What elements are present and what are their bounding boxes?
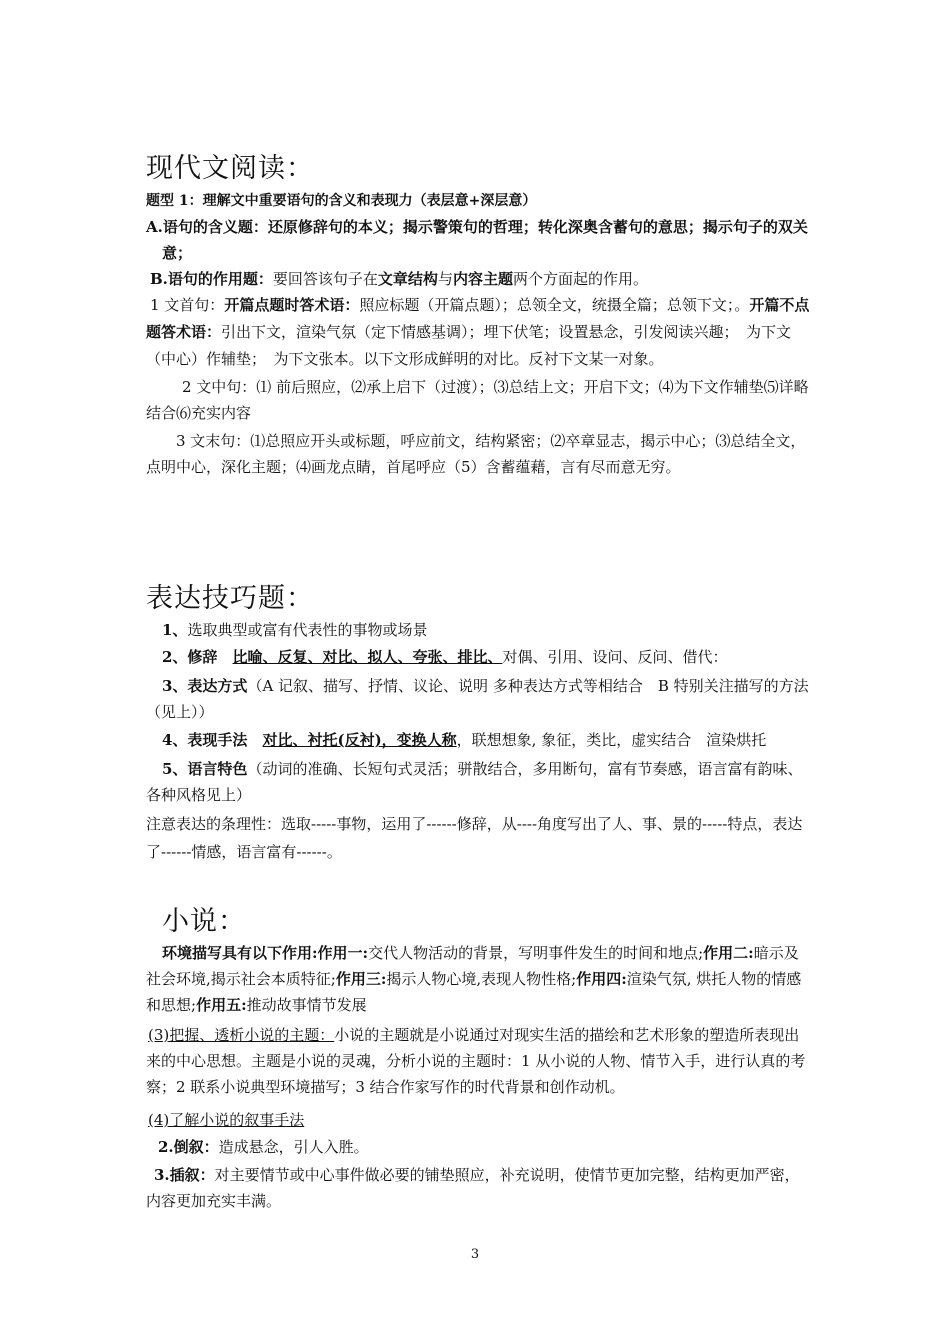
skill-item-5	[146, 756, 810, 808]
skill-item-3	[146, 673, 810, 725]
meaning-question-line: A.语句的含义题：还原修辞句的本义；揭示警策句的哲理；转化深奥含蓄句的意思；揭示句子的双关意；	[146, 218, 808, 262]
skill-item-2	[146, 644, 810, 670]
novel-theme-text: 小说的主题就是小说通过对现实生活的描绘和艺术形象的塑造所表现出来的中心思想。主题是小说的灵魂，分析小说的主题时：1 从小说的人物、情节入手，进行认真的考察；2 联系小说典型环境描写；3 结合作家写作的时代背景和创作动机。	[146, 1026, 806, 1096]
env-role-3-text: 揭示人物心境,表现人物性格;	[386, 970, 577, 988]
skill-item-4	[146, 727, 810, 753]
env-role-1-text: 交代人物活动的背景，写明事件发生的时间和地点;	[368, 944, 704, 962]
page-number: 3	[470, 1247, 480, 1262]
env-role-5-text: 推动故事情节发展	[246, 996, 367, 1014]
flashback-label: 2.倒叙：	[158, 1138, 219, 1156]
function-bold-theme: 内容主题	[452, 270, 513, 288]
opening-no-title-text: 引出下文，渲染气氛（定下情感基调）；埋下伏笔；设置悬念，引发阅读兴趣； 为下文（中心）作辅垫； 为下文张本。以下文形成鲜明的对比。反衬下文某一对象。	[146, 323, 792, 368]
flashback-text: 造成悬念，引人入胜。	[218, 1138, 369, 1156]
ending-sentence-paragraph: 3 文末句：⑴总照应开头或标题，呼应前文，结构紧密；⑵卒章显志，揭示中心；⑶总结全文，点明中心，深化主题；⑷画龙点睛，首尾呼应（5）含蓄蕴藉，言有尽而意无穷。	[146, 432, 806, 476]
question-type-1: 题型 1：理解文中重要语句的含义和表现力（表层意+深层意）	[146, 193, 537, 209]
skill-item-3-label: 3、表达方式	[162, 677, 248, 695]
function-question-label: B.语句的作用题：	[150, 270, 273, 288]
env-role-3-label: 作用三:	[335, 970, 387, 988]
skill-item-1-number: 1、	[162, 621, 188, 639]
novel-theme-heading: (3)把握、透析小说的主题：	[148, 1026, 335, 1044]
opening-point-title-term: 开篇点题时答术语：	[224, 296, 360, 314]
skill-item-2-underlined: 比喻、反复、对比、拟人、夸张、排比、	[232, 648, 503, 666]
opening-point-title-text: 照应标题（开篇点题）；总领全文，统摄全篇；总领下文；。	[359, 296, 750, 314]
skill-item-1-text: 选取典型或富有代表性的事物或场景	[187, 621, 428, 639]
function-text-3: 两个方面起的作用。	[512, 270, 648, 288]
opening-sentence-label: 1 文首句：	[150, 296, 225, 314]
function-question-line	[150, 266, 814, 292]
skill-item-4-text: ，联想想象, 象征，类比，虚实结合 渲染烘托	[456, 731, 767, 749]
skill-item-5-text: （动词的准确、长短句式灵活；骈散结合，多用断句，富有节奏感，语言富有韵味、各种风格见上）	[146, 760, 803, 804]
section-heading-novel: 小说：	[162, 906, 246, 937]
env-role-4-label: 作用四:	[576, 970, 627, 988]
interjection-item	[146, 1162, 810, 1214]
env-role-2-label: 作用二:	[703, 944, 754, 962]
skill-item-4-label: 4、表现手法	[162, 731, 248, 749]
narrative-method-heading	[146, 1107, 810, 1133]
section-heading-expression-skills: 表达技巧题：	[146, 583, 314, 614]
skill-item-3-text: （A 记叙、描写、抒情、议论、说明 多种表达方式等相结合 B 特别关注描写的方法（见上））	[146, 677, 809, 721]
function-text-1: 要回答该句子在	[272, 270, 378, 288]
interjection-text: 对主要情节或中心事件做必要的铺垫照应，补充说明，使情节更加完整，结构更加严密，内容更加充实丰满。	[146, 1166, 800, 1210]
flashback-item	[146, 1134, 810, 1160]
env-role-1-label: 环境描写具有以下作用:作用一:	[162, 944, 369, 962]
env-role-4-text: 渲染气氛, 烘托人物的情感和思想;	[146, 970, 802, 1014]
env-role-5-label: 作用五:	[196, 996, 247, 1014]
skill-item-4-underlined: 对比、衬托(反衬)，变换人称	[262, 731, 457, 749]
expression-note: 注意表达的条理性：选取-----事物，运用了------修辞，从----角度写出了人、事、景的-----特点，表达了------情感，语言富有------。	[146, 815, 803, 861]
skill-item-5-label: 5、语言特色	[162, 760, 248, 778]
environment-description-paragraph	[146, 940, 810, 1018]
section-heading-modern-reading: 现代文阅读：	[146, 153, 314, 184]
function-bold-structure: 文章结构	[377, 270, 438, 288]
interjection-label: 3.插叙：	[154, 1166, 215, 1184]
narrative-method-title: (4)了解小说的叙事手法	[148, 1111, 305, 1129]
novel-theme-paragraph	[146, 1022, 810, 1100]
middle-sentence-paragraph: 2 文中句：⑴ 前后照应，⑵承上启下（过渡）；⑶总结上文；开启下文；⑷为下文作辅垫⑸详略结合⑹充实内容	[146, 378, 809, 422]
skill-item-2-label: 2、修辞	[162, 648, 218, 666]
opening-sentence-paragraph	[146, 292, 810, 373]
skill-item-1	[146, 617, 810, 643]
function-text-2: 与	[437, 270, 453, 288]
skill-item-2-text: 对偶、引用、设问、反问、借代：	[502, 648, 728, 666]
opening-no-title-term: 开篇不点题答术语：	[146, 296, 810, 341]
env-role-2-text: 暗示及社会环境,揭示社会本质特征;	[146, 944, 799, 988]
